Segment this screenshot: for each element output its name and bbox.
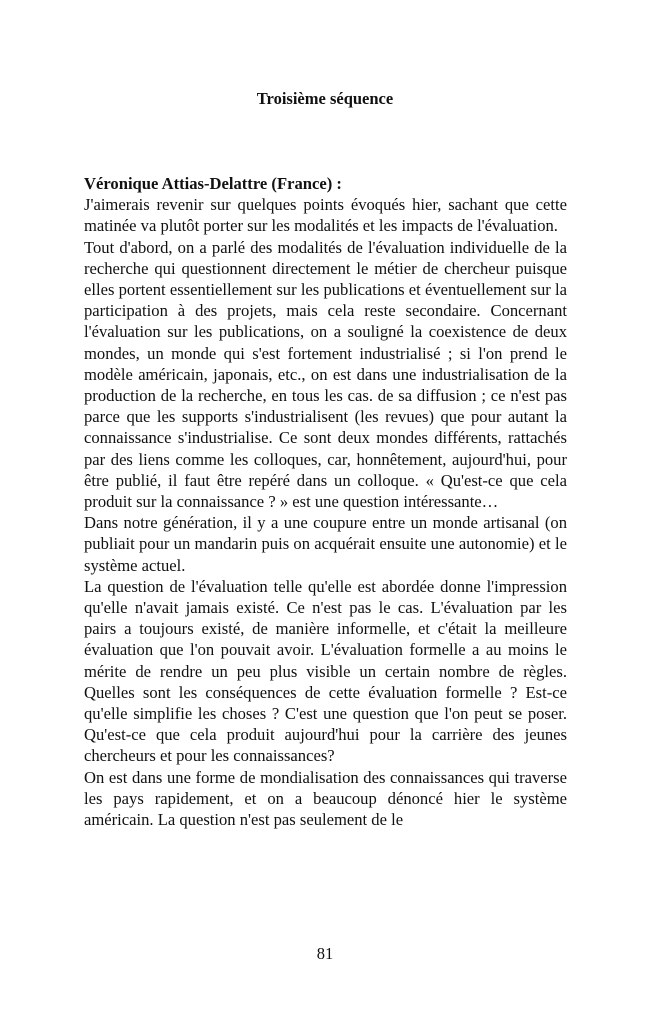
paragraph-2: Tout d'abord, on a parlé des modalités de l'évaluation individuelle de la recherche qui questionnent directement le métier de chercheur puisque elles portent essentiellement sur les publications et éventuellement sur la participation à des projets, mais cela reste secondaire. Concernant l'évaluation sur les publications, on a souligné la coexistence de deux mondes, un monde qui s'est fortement industrialisé ; si l'on prend le modèle américain, japonais, etc., on est dans une industrialisation de la production de la recherche, en tous les cas. de sa diffusion ; ce n'est pas parce que les supports s'industrialisent (les revues) que pour autant la connaissance s'industrialise. Ce sont deux mondes différents, rattachés par des liens comme les colloques, car, honnêtement, aujourd'hui, pour être publié, il faut être repéré dans un colloque. « Qu'est-ce que cela produit sur la connaissance ? » est une question intéressante… [84, 237, 567, 512]
section-title: Troisième séquence [256, 89, 394, 108]
transcript-body [84, 173, 567, 830]
paragraph-4: La question de l'évaluation telle qu'elle est abordée donne l'impression qu'elle n'avait jamais existé. Ce n'est pas le cas. L'évaluation par les pairs a toujours existé, de manière informelle, et c'était la meilleure évaluation que l'on pouvait avoir. L'évaluation formelle a au moins le mérite de rendre un peu plus visible un certain nombre de règles. Quelles sont les conséquences de cette évaluation formelle ? Est-ce qu'elle simplifie les choses ? C'est une question que l'on peut se poser. Qu'est-ce que cela produit aujourd'hui pour la carrière des jeunes chercheurs et pour les connaissances? [84, 576, 567, 766]
page-number: 81 [316, 944, 334, 963]
speaker-name: Véronique Attias-Delattre (France) : [84, 174, 342, 193]
paragraph-5: On est dans une forme de mondialisation des connaissances qui traverse les pays rapidement, et on a beaucoup dénoncé hier le système américain. La question n'est pas seulement de le [84, 767, 567, 830]
paragraph-3: Dans notre génération, il y a une coupure entre un monde artisanal (on publiait pour un mandarin puis on acquérait ensuite une autonomie) et le système actuel. [84, 513, 567, 575]
paragraph-1: J'aimerais revenir sur quelques points évoqués hier, sachant que cette matinée va plutôt porter sur les modalités et les impacts de l'évaluation. [84, 195, 567, 236]
